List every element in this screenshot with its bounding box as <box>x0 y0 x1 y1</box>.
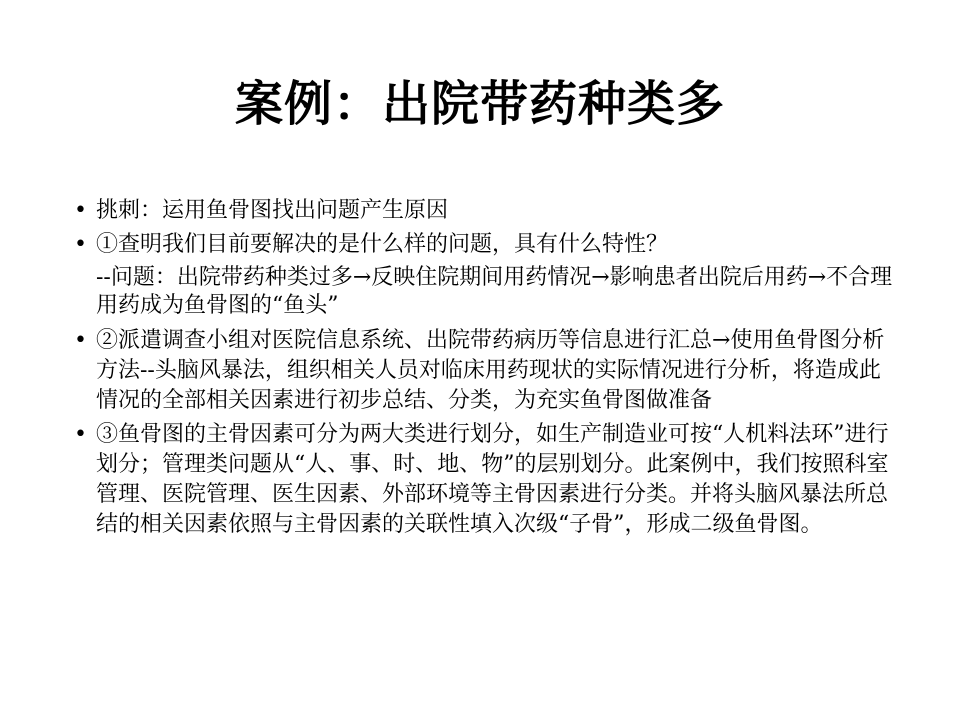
bullet-item <box>74 326 894 416</box>
bullet-icon: • <box>74 328 87 353</box>
slide-body <box>74 196 894 544</box>
bullet-icon: • <box>74 232 87 257</box>
bullet-text: ②派遣调查小组对医院信息系统、出院带药病历等信息进行汇总→使用鱼骨图分析方法--头脑风暴法，组织相关人员对临床用药现状的实际情况进行分析，将造成此情况的全部相关因素进行初步总结、分类，为充实鱼骨图做准备 <box>96 328 885 413</box>
sub-paragraph <box>74 264 894 320</box>
bullet-text: 挑刺：运用鱼骨图找出问题产生原因 <box>96 198 449 223</box>
sub-paragraph-text: --问题：出院带药种类过多→反映住院期间用药情况→影响患者出院后用药→不合理用药成为鱼骨图的“鱼头” <box>96 265 893 318</box>
bullet-icon: • <box>74 198 87 223</box>
bullet-item <box>74 420 894 540</box>
bullet-item <box>74 196 894 226</box>
bullet-text: ①查明我们目前要解决的是什么样的问题，具有什么特性？ <box>96 232 669 257</box>
bullet-icon: • <box>74 422 87 447</box>
bullet-text: ③鱼骨图的主骨因素可分为两大类进行划分，如生产制造业可按“人机料法环”进行划分；管理类问题从“人、事、时、地、物”的层别划分。此案例中，我们按照科室管理、医院管理、医生因素、外部环境等主骨因素进行分类。并将头脑风暴法所总结的相关因素依照与主骨因素的关联性填入次级“子骨”，形成二级鱼骨图。 <box>96 422 889 537</box>
slide-title: 案例：出院带药种类多 <box>234 76 725 132</box>
bullet-item <box>74 230 894 260</box>
